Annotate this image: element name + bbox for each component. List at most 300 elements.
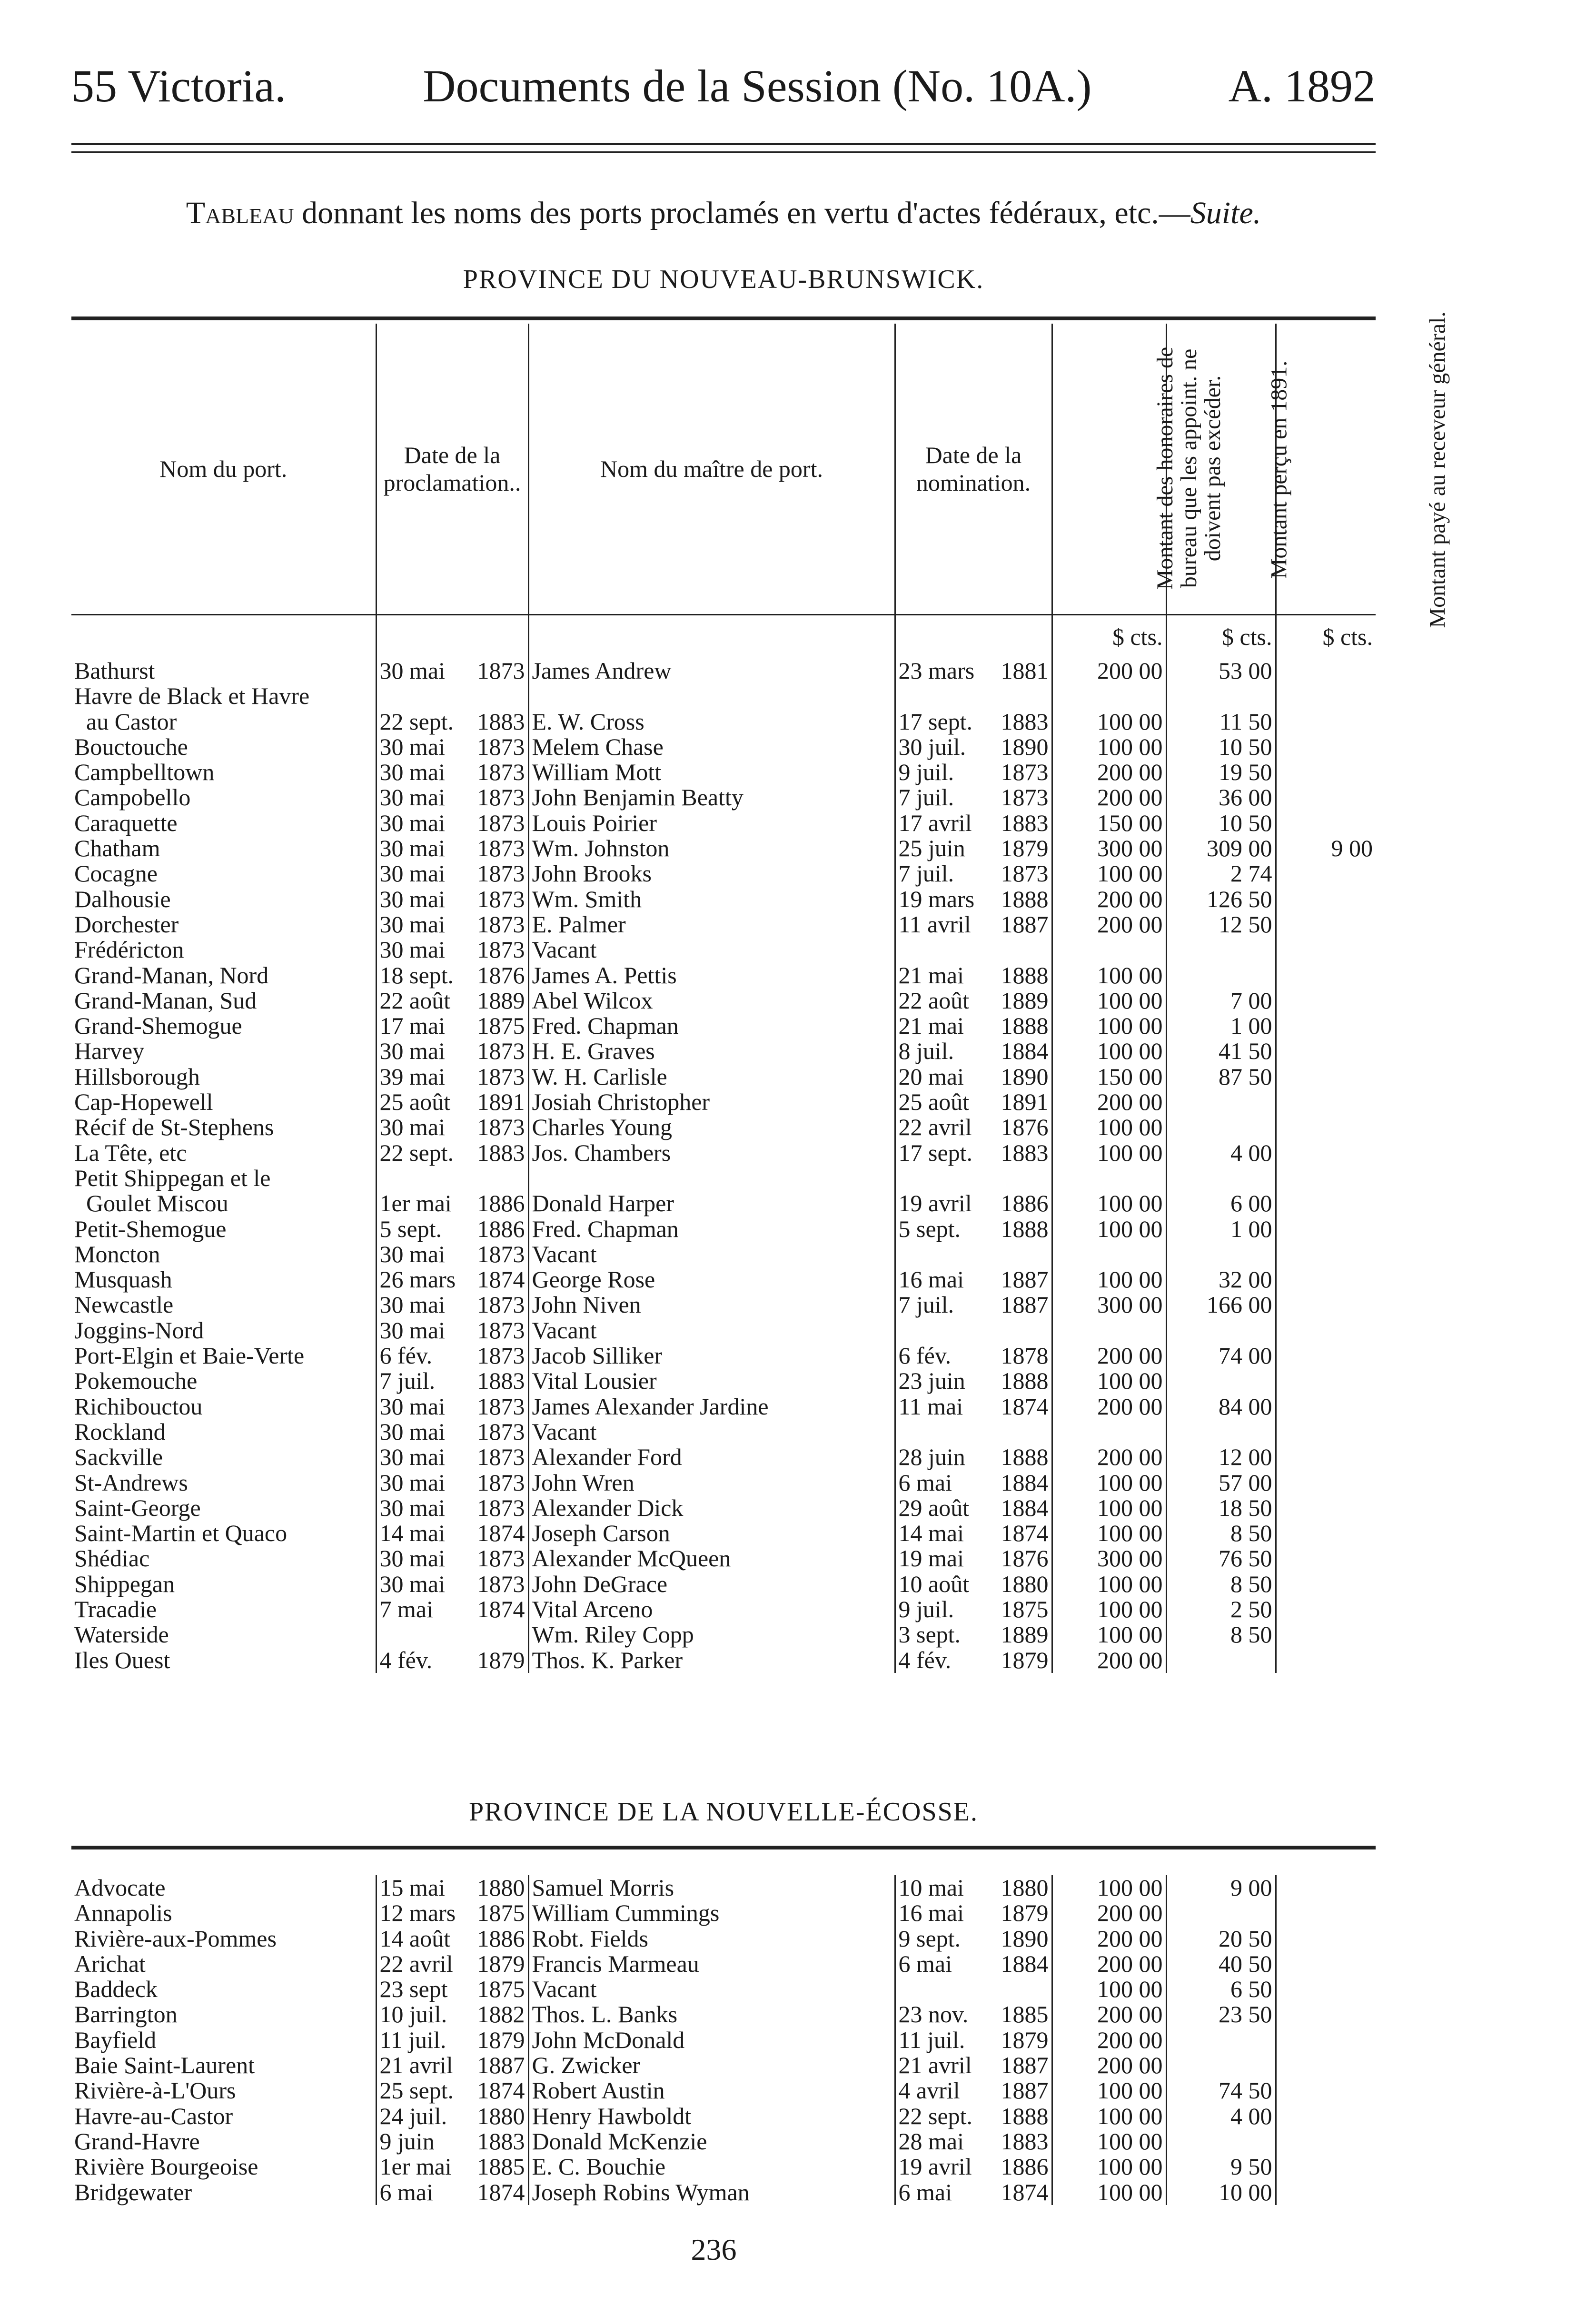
proclamation-date-day: 30 mai [379, 1316, 445, 1344]
col-header-nomination: Date de la nomination. [895, 324, 1052, 615]
proclamation-date-day: 30 mai [379, 1469, 445, 1496]
proclamation-date-day: 30 mai [379, 809, 445, 836]
amount-received [1166, 1089, 1276, 1115]
nomination-date-year: 1879 [1001, 835, 1049, 862]
amount-paid [1276, 1926, 1376, 1951]
nomination-date-year: 1888 [1001, 2102, 1049, 2129]
amount-received [1166, 1318, 1276, 1343]
fee-limit [1052, 1318, 1166, 1343]
nomination-date-year: 1876 [1001, 1545, 1049, 1572]
nomination-date [895, 1166, 1052, 1191]
nomination-date-year: 1890 [1001, 1063, 1049, 1090]
proclamation-date-day: 30 mai [379, 1114, 445, 1141]
amount-received: 2 50 [1166, 1597, 1276, 1622]
nb-table [71, 311, 1450, 1673]
amount-received [1166, 1166, 1276, 1191]
harbour-master: E. C. Bouchie [528, 2154, 895, 2179]
nomination-date-year: 1884 [1001, 1038, 1049, 1065]
nomination-date-day: 6 fév. [898, 1342, 952, 1369]
proclamation-date [376, 1444, 528, 1470]
fee-limit: 100 00 [1052, 1977, 1166, 2002]
port-name: Iles Ouest [74, 1646, 170, 1673]
fee-limit: 200 00 [1052, 2053, 1166, 2078]
port-name: Waterside [74, 1621, 169, 1648]
table-row [71, 937, 1376, 962]
nomination-date-day: 14 mai [898, 1520, 964, 1547]
proclamation-date-year: 1873 [477, 759, 525, 786]
table2-top-rule [71, 1846, 1376, 1849]
harbour-master: Alexander McQueen [528, 1546, 895, 1571]
harbour-master: E. W. Cross [528, 709, 895, 734]
proclamation-date-day: 18 sept. [379, 961, 454, 989]
nomination-date [895, 1292, 1052, 1317]
amount-paid [1276, 1900, 1376, 1926]
col-header-proclamation: Date de la proclamation.. [376, 324, 528, 615]
proclamation-date-day: 22 sept. [379, 708, 454, 735]
fee-limit: 100 00 [1052, 963, 1166, 988]
page-header [71, 57, 1376, 114]
proclamation-date [376, 734, 528, 760]
table-row [71, 2002, 1376, 2027]
nomination-date-year: 1874 [1001, 1393, 1049, 1420]
amount-received: 11 50 [1166, 709, 1276, 734]
nomination-date-day: 23 nov. [898, 2001, 969, 2028]
proclamation-date-day: 22 août [379, 987, 451, 1014]
col-header-paye-text: Montant payé au receveur général. [1425, 311, 1450, 628]
proclamation-date-year: 1883 [477, 2127, 525, 2155]
fee-limit: 100 00 [1052, 1622, 1166, 1647]
proclamation-date-year: 1879 [477, 1950, 525, 1977]
nomination-date-year: 1883 [1001, 1139, 1049, 1166]
nomination-date-day: 6 mai [898, 1950, 952, 1977]
amount-received: 23 50 [1166, 2002, 1276, 2027]
nomination-date [895, 1951, 1052, 1977]
port-name: Moncton [74, 1240, 160, 1267]
fee-limit: 100 00 [1052, 2078, 1166, 2103]
harbour-master: John McDonald [528, 2027, 895, 2053]
proclamation-date-year: 1874 [477, 2077, 525, 2104]
table-row [71, 709, 1376, 734]
proclamation-date-year: 1873 [477, 885, 525, 912]
amount-paid [1276, 1597, 1376, 1622]
amount-paid [1276, 887, 1376, 912]
nomination-date-day: 9 juil. [898, 1595, 954, 1622]
table-row [71, 1140, 1376, 1166]
port-name: Rivière-à-L'Ours [74, 2077, 236, 2104]
fee-limit: 200 00 [1052, 1900, 1166, 1926]
amount-received: 20 50 [1166, 1926, 1276, 1951]
nomination-date-year: 1887 [1001, 910, 1049, 938]
nomination-date-year: 1883 [1001, 2127, 1049, 2155]
amount-paid [1276, 2002, 1376, 2027]
proclamation-date [376, 1597, 528, 1622]
proclamation-date [376, 2078, 528, 2103]
fee-limit: 200 00 [1052, 1951, 1166, 1977]
proclamation-date [376, 1292, 528, 1317]
unit-paye: $ cts. [1276, 615, 1376, 659]
nomination-date [895, 1926, 1052, 1951]
ns-table [71, 1875, 1376, 2205]
amount-paid [1276, 1013, 1376, 1038]
fee-limit: 100 00 [1052, 1038, 1166, 1064]
fee-limit: 200 00 [1052, 785, 1166, 810]
nomination-date-year: 1874 [1001, 1520, 1049, 1547]
proclamation-date [376, 1038, 528, 1064]
nomination-date-year: 1873 [1001, 784, 1049, 811]
amount-received [1166, 2129, 1276, 2154]
table-row [71, 887, 1376, 912]
proclamation-date-day: 30 mai [379, 1291, 445, 1318]
amount-paid [1276, 2180, 1376, 2205]
harbour-master: Wm. Smith [528, 887, 895, 912]
port-name: au Castor [74, 708, 177, 735]
nomination-date-year: 1890 [1001, 1925, 1049, 1952]
harbour-master: Joseph Robins Wyman [528, 2180, 895, 2205]
amount-paid [1276, 1394, 1376, 1419]
nomination-date-day: 11 avril [898, 910, 971, 938]
table-row [71, 1495, 1376, 1521]
nomination-date-day: 22 sept. [898, 2102, 973, 2129]
fee-limit: 100 00 [1052, 2129, 1166, 2154]
amount-paid [1276, 2027, 1376, 2053]
harbour-master: Fred. Chapman [528, 1216, 895, 1242]
amount-paid [1276, 861, 1376, 886]
proclamation-date-day: 1er mai [379, 1190, 452, 1217]
port-name: Baie Saint-Laurent [74, 2052, 255, 2079]
proclamation-date [376, 2053, 528, 2078]
harbour-master: Robt. Fields [528, 1926, 895, 1951]
port-name: Rivière Bourgeoise [74, 2153, 258, 2180]
nomination-date [895, 658, 1052, 683]
fee-limit: 200 00 [1052, 2027, 1166, 2053]
proclamation-date-day: 30 mai [379, 1545, 445, 1572]
proclamation-date-year: 1886 [477, 1190, 525, 1217]
proclamation-date [376, 963, 528, 988]
nomination-date-day: 28 mai [898, 2127, 964, 2155]
proclamation-date-day: 14 août [379, 1925, 451, 1952]
table-row [71, 836, 1376, 861]
harbour-master: Vacant [528, 1318, 895, 1343]
proclamation-date [376, 1622, 528, 1647]
amount-paid [1276, 1419, 1376, 1444]
port-name: Pokemouche [74, 1367, 198, 1394]
harbour-master: Melem Chase [528, 734, 895, 760]
fee-limit: 200 00 [1052, 2002, 1166, 2027]
port-name: Shippegan [74, 1570, 175, 1597]
header-rule-top [71, 143, 1376, 145]
nomination-date [895, 2104, 1052, 2129]
port-name: Campobello [74, 784, 191, 811]
harbour-master: George Rose [528, 1267, 895, 1292]
proclamation-date-year: 1876 [477, 961, 525, 989]
nomination-date-day: 16 mai [898, 1266, 964, 1293]
proclamation-date-year: 1874 [477, 1595, 525, 1622]
amount-paid [1276, 1546, 1376, 1571]
amount-paid [1276, 1470, 1376, 1495]
amount-paid [1276, 912, 1376, 937]
proclamation-date-year: 1874 [477, 1520, 525, 1547]
amount-received: 7 00 [1166, 988, 1276, 1013]
amount-received: 8 50 [1166, 1622, 1276, 1647]
port-name: Goulet Miscou [74, 1190, 228, 1217]
nomination-date-year: 1879 [1001, 1646, 1049, 1673]
col-header-honoraires-text: Montant des honoraires de bureau que les appoint. ne doivent pas excéder. [1152, 346, 1225, 590]
nomination-date-day: 19 mars [898, 885, 975, 912]
table-row [71, 1875, 1376, 1900]
amount-paid [1276, 1191, 1376, 1216]
nomination-date-day: 7 juil. [898, 860, 954, 887]
table-row [71, 658, 1376, 683]
nomination-date-year: 1886 [1001, 1190, 1049, 1217]
proclamation-date-year: 1873 [477, 1418, 525, 1445]
proclamation-date-day: 11 juil. [379, 2026, 446, 2053]
proclamation-date-day: 9 juin [379, 2127, 435, 2155]
harbour-master: Thos. L. Banks [528, 2002, 895, 2027]
port-name: Joggins-Nord [74, 1316, 204, 1344]
nomination-date-day: 9 juil. [898, 759, 954, 786]
nomination-date-year: 1890 [1001, 733, 1049, 760]
fee-limit: 200 00 [1052, 887, 1166, 912]
harbour-master: Louis Poirier [528, 811, 895, 836]
proclamation-date-year: 1873 [477, 657, 525, 684]
amount-received: 40 50 [1166, 1951, 1276, 1977]
amount-received: 74 00 [1166, 1343, 1276, 1368]
proclamation-date-year: 1873 [477, 1545, 525, 1572]
fee-limit: 200 00 [1052, 1089, 1166, 1115]
fee-limit: 100 00 [1052, 861, 1166, 886]
port-name: Musquash [74, 1266, 172, 1293]
nomination-date-year: 1888 [1001, 1012, 1049, 1039]
nomination-date-day: 10 août [898, 1570, 970, 1597]
proclamation-date-day: 26 mars [379, 1266, 456, 1293]
proclamation-date-day: 21 avril [379, 2052, 453, 2079]
proclamation-date-year: 1873 [477, 1038, 525, 1065]
port-name: Dalhousie [74, 885, 171, 912]
proclamation-date [376, 1191, 528, 1216]
proclamation-date-day: 7 juil. [379, 1367, 436, 1394]
nomination-date [895, 1521, 1052, 1546]
fee-limit: 100 00 [1052, 1140, 1166, 1166]
port-name: Caraquette [74, 809, 178, 836]
nomination-date [895, 1444, 1052, 1470]
amount-paid [1276, 1318, 1376, 1343]
proclamation-date [376, 1648, 528, 1673]
nomination-date-day: 23 mars [898, 657, 975, 684]
proclamation-date-year: 1873 [477, 936, 525, 963]
nomination-date-day: 9 sept. [898, 1925, 961, 1952]
table-row [71, 1622, 1376, 1647]
port-name: Petit-Shemogue [74, 1215, 227, 1242]
harbour-master: W. H. Carlisle [528, 1064, 895, 1089]
table-row [71, 1572, 1376, 1597]
proclamation-date-day: 6 mai [379, 2178, 433, 2205]
nomination-date [895, 1470, 1052, 1495]
amount-paid [1276, 963, 1376, 988]
port-name: Baddeck [74, 1976, 158, 2003]
proclamation-date-year: 1873 [477, 733, 525, 760]
amount-paid [1276, 1444, 1376, 1470]
table-row [71, 683, 1376, 709]
fee-limit: 100 00 [1052, 1216, 1166, 1242]
nomination-date-year: 1887 [1001, 2077, 1049, 2104]
amount-received [1166, 2027, 1276, 2053]
table-row [71, 1292, 1376, 1317]
header-center: Documents de la Session (No. 10A.) [423, 60, 1092, 111]
amount-paid [1276, 658, 1376, 683]
header-rule-bottom [71, 151, 1376, 153]
table-row [71, 1115, 1376, 1140]
fee-limit: 200 00 [1052, 1926, 1166, 1951]
table-row [71, 734, 1376, 760]
table-row [71, 2078, 1376, 2103]
table-row [71, 1368, 1376, 1394]
proclamation-date-year: 1875 [477, 1899, 525, 1927]
harbour-master: John Benjamin Beatty [528, 785, 895, 810]
harbour-master: Wm. Johnston [528, 836, 895, 861]
harbour-master: John Wren [528, 1470, 895, 1495]
amount-paid [1276, 1166, 1376, 1191]
proclamation-date [376, 1875, 528, 1900]
harbour-master: Samuel Morris [528, 1875, 895, 1900]
amount-paid [1276, 2104, 1376, 2129]
table-row [71, 1064, 1376, 1089]
harbour-master: Donald Harper [528, 1191, 895, 1216]
amount-paid [1276, 1572, 1376, 1597]
nomination-date-day: 28 juin [898, 1444, 965, 1471]
harbour-master: Alexander Ford [528, 1444, 895, 1470]
proclamation-date-year: 1873 [477, 809, 525, 836]
nomination-date [895, 1343, 1052, 1368]
nomination-date-year: 1891 [1001, 1088, 1049, 1116]
fee-limit: 200 00 [1052, 912, 1166, 937]
nomination-date-year: 1889 [1001, 1621, 1049, 1648]
nomination-date-day: 20 mai [898, 1063, 964, 1090]
table-row [71, 912, 1376, 937]
nomination-date-year: 1884 [1001, 1494, 1049, 1521]
col-header-port: Nom du port. [71, 324, 376, 615]
nomination-date-year: 1885 [1001, 2001, 1049, 2028]
port-name: Grand-Manan, Nord [74, 961, 269, 989]
nomination-date-day: 29 août [898, 1494, 970, 1521]
port-name: Grand-Havre [74, 2127, 200, 2155]
table-row [71, 1216, 1376, 1242]
harbour-master: Henry Hawboldt [528, 2104, 895, 2129]
harbour-master: Wm. Riley Copp [528, 1622, 895, 1647]
nomination-date-day: 10 mai [898, 1874, 964, 1901]
fee-limit: 100 00 [1052, 988, 1166, 1013]
header-right: A. 1892 [1228, 60, 1376, 111]
fee-limit: 100 00 [1052, 1470, 1166, 1495]
proclamation-date [376, 1368, 528, 1394]
nomination-date-day: 16 mai [898, 1899, 964, 1927]
table-row [71, 1900, 1376, 1926]
proclamation-date [376, 760, 528, 785]
amount-paid [1276, 760, 1376, 785]
amount-received: 84 00 [1166, 1394, 1276, 1419]
proclamation-date-year: 1874 [477, 2178, 525, 2205]
nomination-date-year: 1873 [1001, 860, 1049, 887]
nomination-date [895, 709, 1052, 734]
nomination-date-year: 1888 [1001, 1215, 1049, 1242]
proclamation-date-day: 30 mai [379, 910, 445, 938]
nomination-date-year: 1883 [1001, 809, 1049, 836]
proclamation-date-year: 1891 [477, 1088, 525, 1116]
amount-paid [1276, 1242, 1376, 1267]
table-row [71, 1394, 1376, 1419]
port-name: Bridgewater [74, 2178, 192, 2205]
nomination-date [895, 1267, 1052, 1292]
proclamation-date-day: 1er mai [379, 2153, 452, 2180]
proclamation-date-day: 30 mai [379, 1494, 445, 1521]
nomination-date-day: 19 avril [898, 1190, 972, 1217]
port-name: Hillsborough [74, 1063, 200, 1090]
table-row [71, 1444, 1376, 1470]
amount-received: 8 50 [1166, 1572, 1276, 1597]
amount-received [1166, 1900, 1276, 1926]
port-name: Dorchester [74, 910, 179, 938]
amount-received [1166, 1368, 1276, 1394]
nomination-date-year: 1884 [1001, 1950, 1049, 1977]
table-row [71, 1470, 1376, 1495]
nomination-date-day: 19 mai [898, 1545, 964, 1572]
harbour-master: John DeGrace [528, 1572, 895, 1597]
port-name: Advocate [74, 1874, 166, 1901]
amount-received: 10 50 [1166, 734, 1276, 760]
proclamation-date-year: 1873 [477, 1291, 525, 1318]
title-suite: Suite. [1190, 196, 1261, 230]
nomination-date-day: 8 juil. [898, 1038, 954, 1065]
proclamation-date [376, 1089, 528, 1115]
proclamation-date-year: 1879 [477, 1646, 525, 1673]
amount-received [1166, 1648, 1276, 1673]
amount-received [1166, 937, 1276, 962]
proclamation-date [376, 1470, 528, 1495]
harbour-master [528, 683, 895, 709]
nomination-date-day: 17 avril [898, 809, 972, 836]
proclamation-date [376, 1267, 528, 1292]
nomination-date [895, 988, 1052, 1013]
port-name: Campbelltown [74, 759, 215, 786]
table-row [71, 1267, 1376, 1292]
table-top-rule [71, 316, 1376, 320]
proclamation-date [376, 1546, 528, 1571]
amount-paid [1276, 2129, 1376, 2154]
fee-limit: 100 00 [1052, 1875, 1166, 1900]
harbour-master: Vacant [528, 1242, 895, 1267]
amount-received: 9 00 [1166, 1875, 1276, 1900]
table-row [71, 1242, 1376, 1267]
proclamation-date-day: 7 mai [379, 1595, 433, 1622]
amount-paid [1276, 1216, 1376, 1242]
harbour-master: William Cummings [528, 1900, 895, 1926]
proclamation-date [376, 836, 528, 861]
proclamation-date-day: 15 mai [379, 1874, 445, 1901]
nomination-date [895, 2053, 1052, 2078]
nomination-date [895, 2129, 1052, 2154]
amount-paid [1276, 1951, 1376, 1977]
nomination-date [895, 887, 1052, 912]
header-left: 55 Victoria. [71, 60, 287, 111]
proclamation-date [376, 1394, 528, 1419]
nomination-date [895, 1495, 1052, 1521]
fee-limit: 200 00 [1052, 1394, 1166, 1419]
amount-paid [1276, 1977, 1376, 2002]
table-row [71, 1521, 1376, 1546]
nomination-date [895, 2180, 1052, 2205]
proclamation-date [376, 1064, 528, 1089]
fee-limit [1052, 1242, 1166, 1267]
fee-limit: 100 00 [1052, 1495, 1166, 1521]
